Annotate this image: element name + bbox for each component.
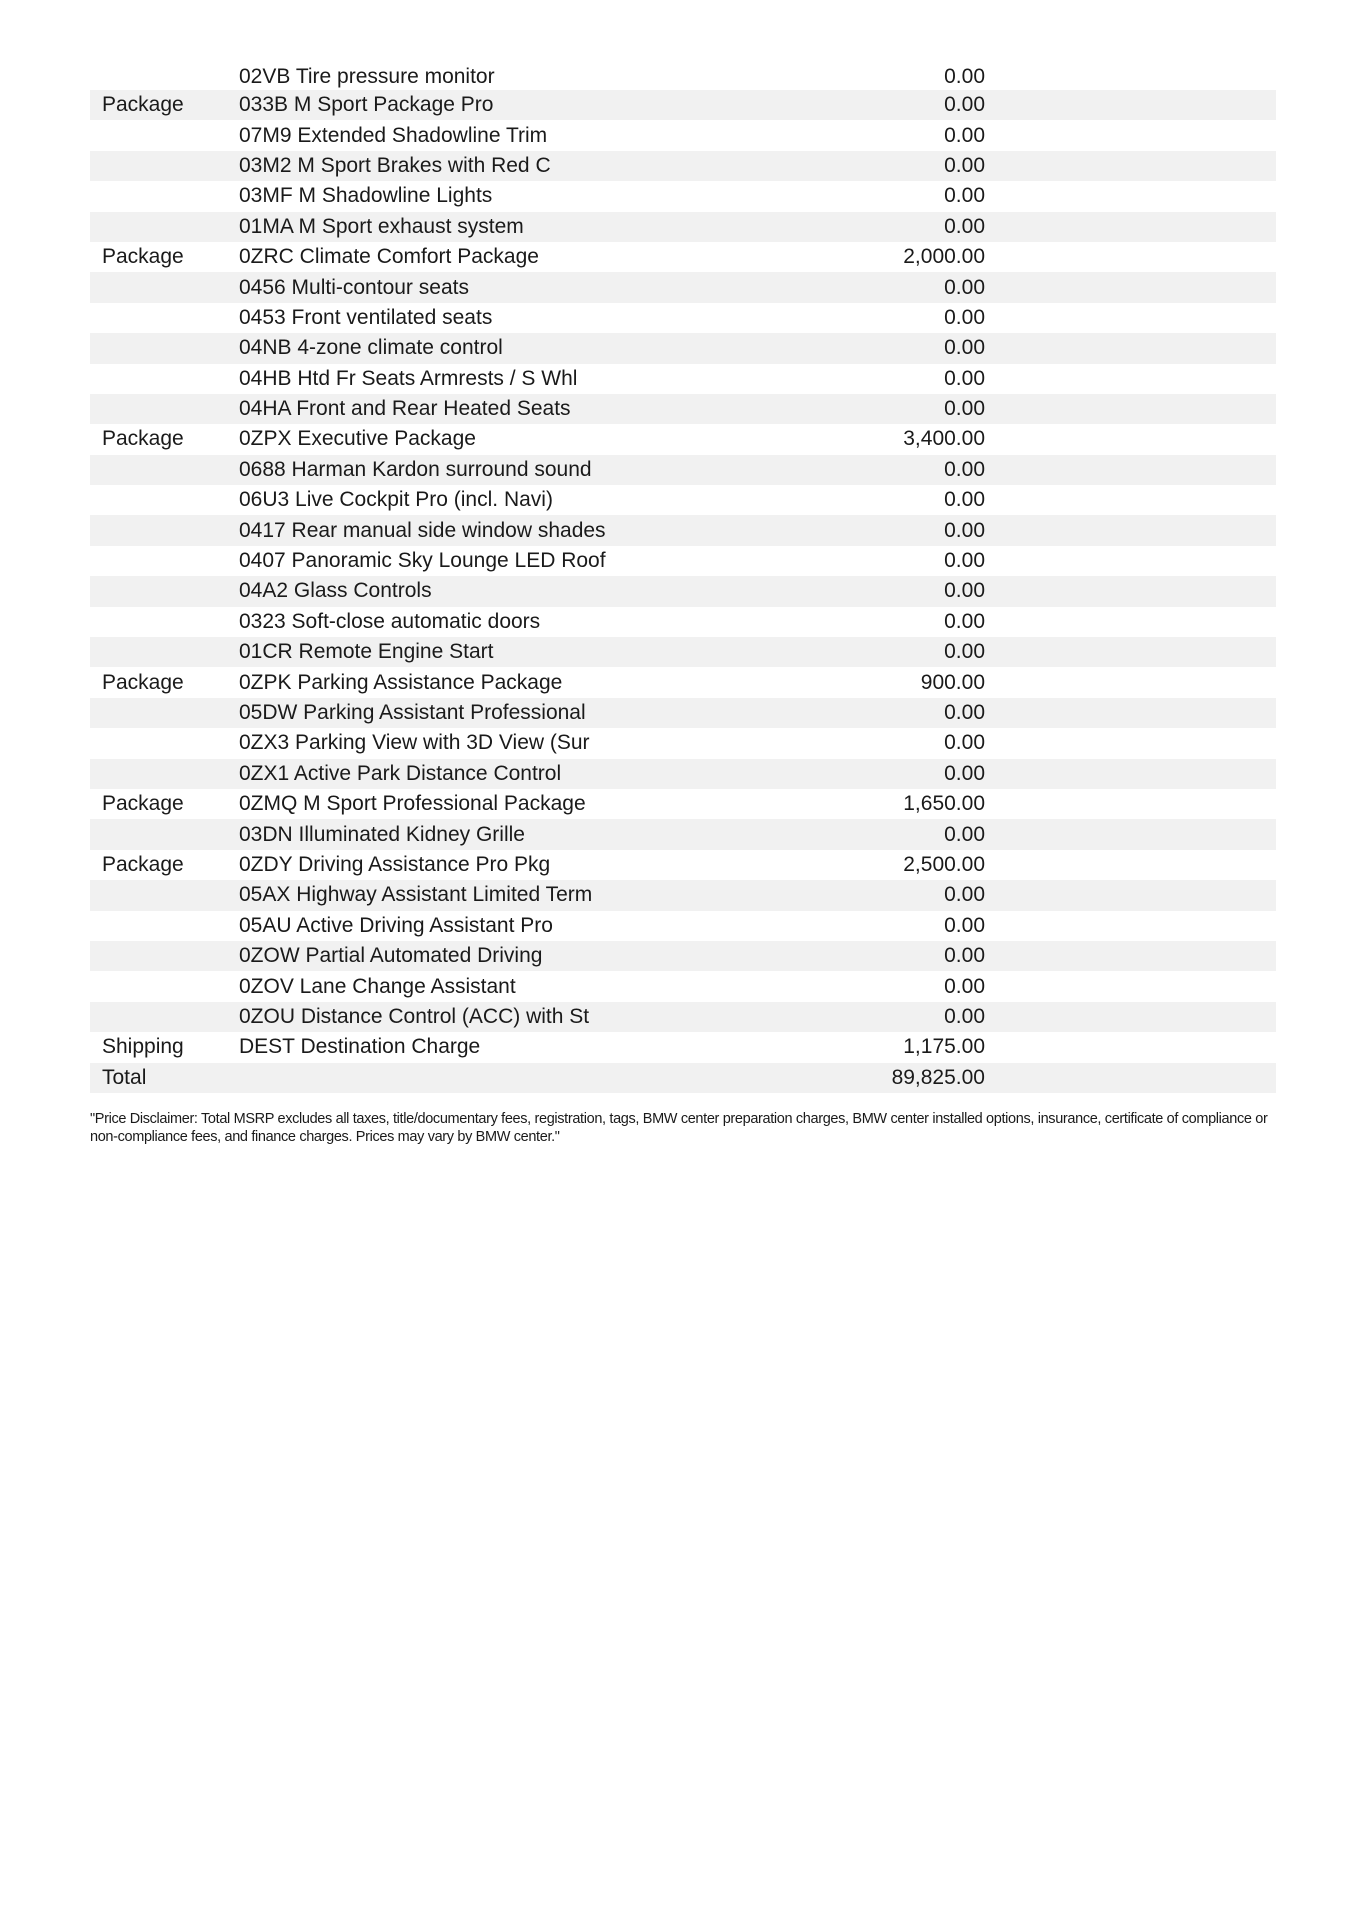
table-row — [90, 819, 1276, 849]
row-price: 0.00 — [944, 518, 985, 542]
row-price: 0.00 — [944, 214, 985, 238]
row-price: 0.00 — [944, 761, 985, 785]
price-disclaimer: "Price Disclaimer: Total MSRP excludes all taxes, title/documentary fees, registration, tags, BMW center preparation charges, BMW center installed options, insurance, certificate of compliance or non-compliance fees, and finance charges. Prices may vary by BMW center." — [90, 1111, 1268, 1145]
row-price: 2,000.00 — [903, 245, 985, 269]
row-price: 0.00 — [944, 974, 985, 998]
row-price: 2,500.00 — [903, 852, 985, 876]
row-description: 0323 Soft-close automatic doors — [239, 609, 541, 633]
row-category: Package — [102, 245, 184, 269]
row-price: 0.00 — [944, 457, 985, 481]
table-row — [90, 485, 1276, 515]
table-row — [90, 789, 1276, 819]
table-row — [90, 394, 1276, 424]
row-price: 0.00 — [944, 944, 985, 968]
row-price: 0.00 — [944, 822, 985, 846]
row-price: 0.00 — [944, 549, 985, 573]
table-row — [90, 364, 1276, 394]
table-row — [90, 333, 1276, 363]
row-description: 0ZX1 Active Park Distance Control — [239, 761, 562, 785]
row-price: 0.00 — [944, 184, 985, 208]
row-description: 05AX Highway Assistant Limited Term — [239, 883, 593, 907]
row-category: Package — [102, 852, 184, 876]
table-row — [90, 576, 1276, 606]
row-description: 0407 Panoramic Sky Lounge LED Roof — [239, 549, 606, 573]
table-row — [90, 728, 1276, 758]
table-row — [90, 1002, 1276, 1032]
row-description: 04HA Front and Rear Heated Seats — [239, 397, 571, 421]
row-price: 1,175.00 — [903, 1035, 985, 1059]
row-description: 0ZPK Parking Assistance Package — [239, 670, 563, 694]
price-table — [90, 64, 1276, 1093]
row-description: 0ZRC Climate Comfort Package — [239, 245, 539, 269]
row-price: 0.00 — [944, 883, 985, 907]
row-description: 0ZOU Distance Control (ACC) with St — [239, 1004, 590, 1028]
table-row — [90, 90, 1276, 120]
table-row — [90, 181, 1276, 211]
row-category: Package — [102, 792, 184, 816]
table-row — [90, 151, 1276, 181]
row-description: 03MF M Shadowline Lights — [239, 184, 493, 208]
table-row — [90, 1032, 1276, 1062]
row-description: 0688 Harman Kardon surround sound — [239, 457, 592, 481]
table-row — [90, 667, 1276, 697]
row-price: 0.00 — [944, 65, 985, 88]
row-price: 900.00 — [920, 670, 985, 694]
row-description: 0417 Rear manual side window shades — [239, 518, 606, 542]
table-row — [90, 303, 1276, 333]
table-row — [90, 212, 1276, 242]
table-row — [90, 120, 1276, 150]
table-row — [90, 911, 1276, 941]
row-description: 033B M Sport Package Pro — [239, 93, 494, 117]
table-row — [90, 698, 1276, 728]
row-price: 0.00 — [944, 93, 985, 117]
table-row — [90, 759, 1276, 789]
table-row — [90, 515, 1276, 545]
row-description: 0ZOW Partial Automated Driving — [239, 944, 543, 968]
row-price: 0.00 — [944, 579, 985, 603]
table-row — [90, 971, 1276, 1001]
table-row — [90, 880, 1276, 910]
row-price: 3,400.00 — [903, 427, 985, 451]
row-description: 0ZPX Executive Package — [239, 427, 476, 451]
table-row — [90, 850, 1276, 880]
row-description: DEST Destination Charge — [239, 1035, 481, 1059]
row-price: 0.00 — [944, 913, 985, 937]
row-description: 0ZX3 Parking View with 3D View (Sur — [239, 731, 590, 755]
row-price: 0.00 — [944, 153, 985, 177]
row-category: Total — [102, 1065, 147, 1089]
row-price: 0.00 — [944, 731, 985, 755]
row-price: 0.00 — [944, 123, 985, 147]
row-description: 0453 Front ventilated seats — [239, 305, 493, 329]
row-description: 0ZDY Driving Assistance Pro Pkg — [239, 852, 551, 876]
row-description: 02VB Tire pressure monitor — [239, 65, 495, 88]
row-description: 01CR Remote Engine Start — [239, 640, 494, 664]
row-description: 03M2 M Sport Brakes with Red C — [239, 153, 551, 177]
row-description: 05DW Parking Assistant Professional — [239, 701, 586, 724]
row-description: 03DN Illuminated Kidney Grille — [239, 822, 525, 846]
table-row — [90, 607, 1276, 637]
row-category: Package — [102, 427, 184, 451]
row-price: 0.00 — [944, 366, 985, 390]
row-description: 07M9 Extended Shadowline Trim — [239, 123, 548, 147]
row-description: 0ZOV Lane Change Assistant — [239, 974, 516, 998]
row-description: 0456 Multi-contour seats — [239, 275, 469, 299]
row-price: 0.00 — [944, 275, 985, 299]
row-price: 0.00 — [944, 488, 985, 512]
table-row — [90, 424, 1276, 454]
row-price: 0.00 — [944, 336, 985, 360]
row-description: 04NB 4-zone climate control — [239, 336, 503, 360]
row-category: Package — [102, 93, 184, 117]
table-row — [90, 637, 1276, 667]
row-description: 04A2 Glass Controls — [239, 579, 432, 603]
row-category: Package — [102, 670, 184, 694]
table-row — [90, 941, 1276, 971]
row-description: 01MA M Sport exhaust system — [239, 214, 524, 238]
table-row — [90, 242, 1276, 272]
row-price: 0.00 — [944, 609, 985, 633]
row-price: 1,650.00 — [903, 792, 985, 816]
row-price: 89,825.00 — [891, 1065, 985, 1089]
table-row — [90, 64, 1276, 90]
row-description: 05AU Active Driving Assistant Pro — [239, 913, 553, 937]
row-price: 0.00 — [944, 305, 985, 329]
row-category: Shipping — [102, 1035, 184, 1059]
table-row — [90, 272, 1276, 302]
table-row — [90, 455, 1276, 485]
row-description: 06U3 Live Cockpit Pro (incl. Navi) — [239, 488, 553, 512]
row-price: 0.00 — [944, 397, 985, 421]
row-price: 0.00 — [944, 640, 985, 664]
row-description: 0ZMQ M Sport Professional Package — [239, 792, 586, 816]
table-row — [90, 546, 1276, 576]
row-price: 0.00 — [944, 1004, 985, 1028]
row-description: 04HB Htd Fr Seats Armrests / S Whl — [239, 366, 578, 390]
row-price: 0.00 — [944, 701, 985, 724]
table-row — [90, 1063, 1276, 1093]
